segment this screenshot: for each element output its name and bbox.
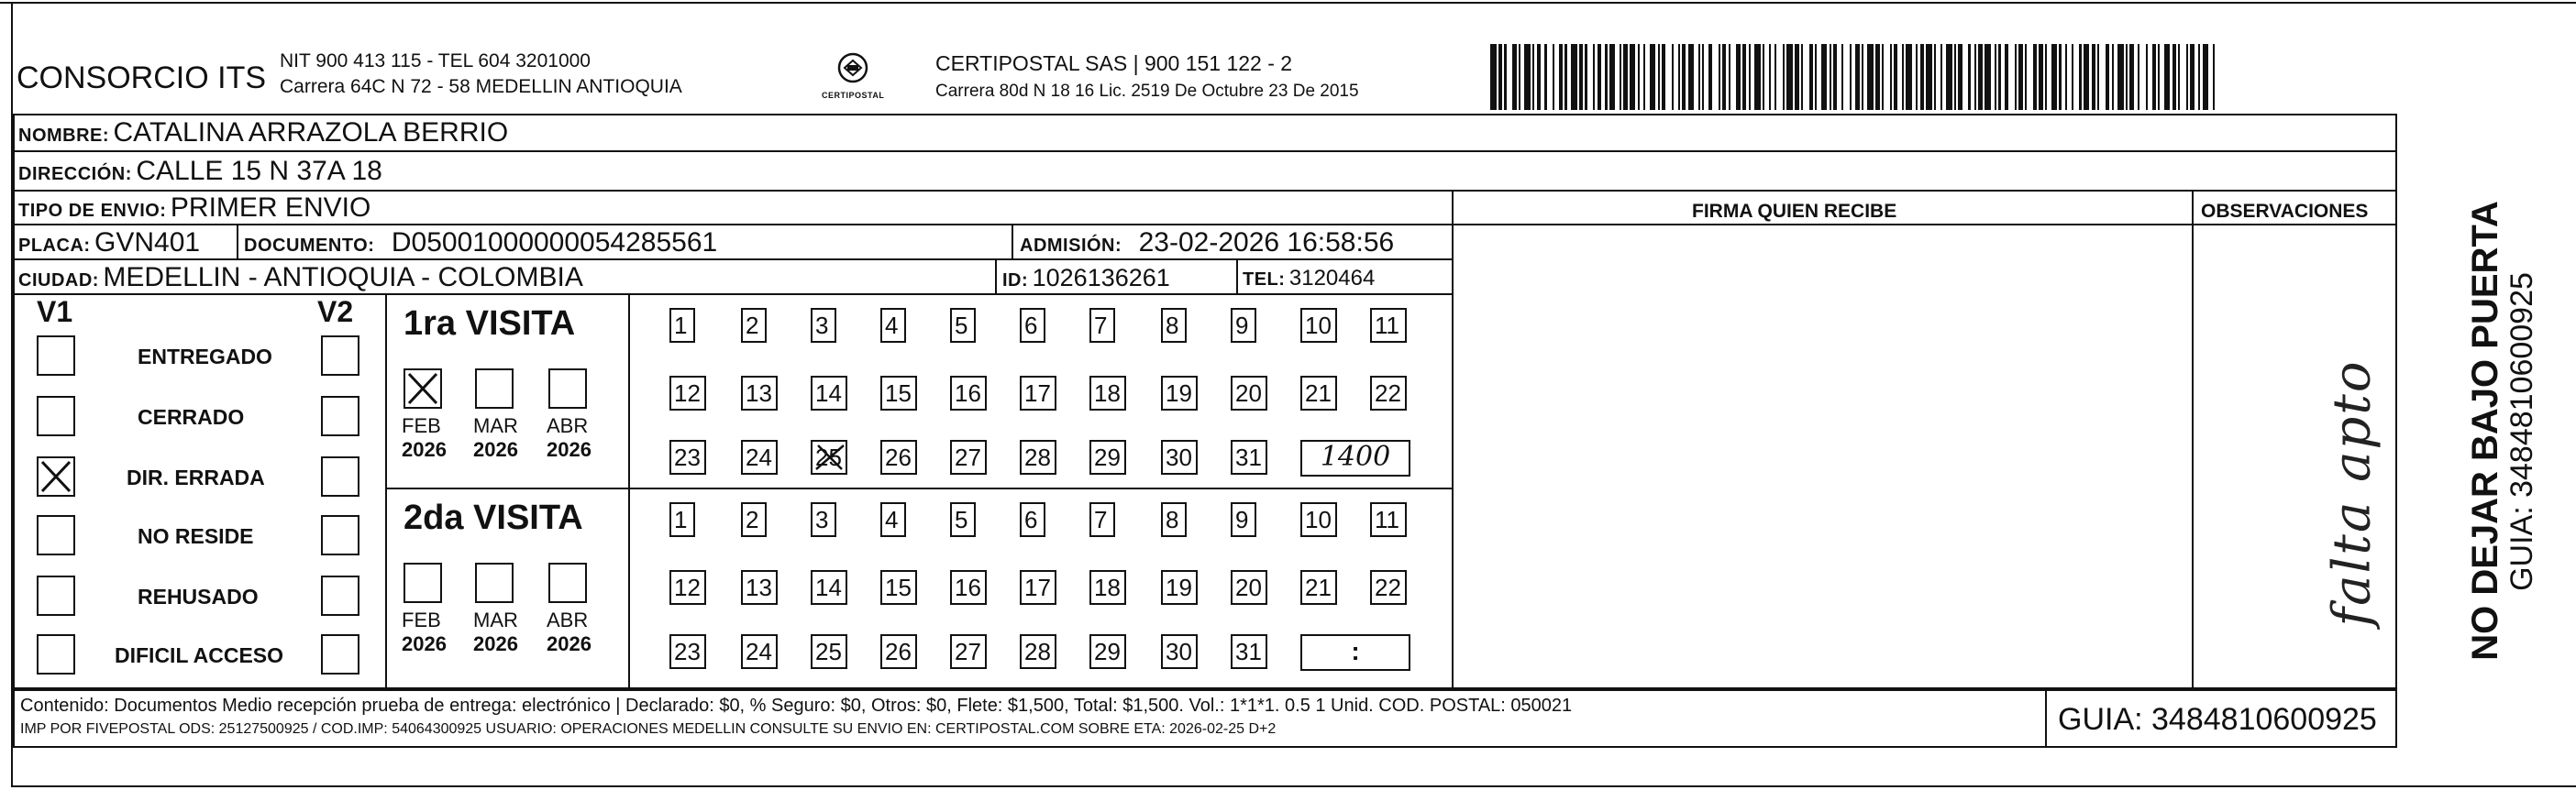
barcode-bar xyxy=(2015,44,2017,110)
barcode-bar xyxy=(1702,44,1704,110)
barcode-bar xyxy=(1490,44,1497,110)
barcode-bar xyxy=(2059,44,2061,110)
barcode-bar xyxy=(1754,44,1761,110)
admision-label: ADMISIÓN: xyxy=(1020,236,1122,256)
barcode-bar xyxy=(2065,44,2067,110)
barcode-bar xyxy=(1882,44,1884,110)
barcode-bar xyxy=(2018,44,2022,110)
carrier-address: Carrera 80d N 18 16 Lic. 2519 De Octubre 23 De 2015 xyxy=(935,82,1359,101)
day-cell-17[interactable]: 17 xyxy=(1020,376,1056,411)
barcode-bar xyxy=(1769,44,1771,110)
barcode-bar xyxy=(1974,44,1976,110)
visit-title: 1ra VISITA xyxy=(404,304,576,343)
day-cell-8[interactable]: 8 xyxy=(1161,502,1187,537)
footer-guia: GUIA: 3484810600925 xyxy=(2058,702,2377,737)
footer-imp: IMP POR FIVEPOSTAL ODS: 25127500925 / COD.IMP: 54064300925 USUARIO: OPERACIONES MEDELLIN CONSULTE SU ENVIO EN: CERTIPOSTAL.COM SOBRE ETA: 2026-02-25 D+2 xyxy=(20,721,1277,737)
placa-divider xyxy=(237,224,238,260)
admision-row xyxy=(1020,229,1394,257)
barcode-bar xyxy=(1598,44,1601,110)
barcode-bar xyxy=(2203,44,2209,110)
month-year: 2026 xyxy=(547,438,591,461)
barcode-bar xyxy=(1638,44,1640,110)
reason-label: DIFICIL ACCESO xyxy=(115,643,284,667)
day-cell-14[interactable]: 14 xyxy=(811,376,847,411)
day-cell-23[interactable]: 23 xyxy=(669,440,706,475)
day-cell-2[interactable]: 2 xyxy=(741,502,767,537)
barcode-bar xyxy=(1916,44,1918,110)
day-cell-9[interactable]: 9 xyxy=(1231,308,1256,343)
barcode-bar xyxy=(1850,44,1852,110)
barcode-bar xyxy=(1902,44,1904,110)
day-cell-27[interactable]: 27 xyxy=(950,440,987,475)
ciudad-value: MEDELLIN - ANTIOQUIA - COLOMBIA xyxy=(103,262,583,292)
barcode-bar xyxy=(1504,44,1506,110)
v1-checkbox-4[interactable] xyxy=(37,576,75,616)
month-year: 2026 xyxy=(473,632,518,655)
month-checkbox-abr[interactable] xyxy=(548,368,587,409)
barcode-bar xyxy=(1650,44,1656,110)
barcode-bar xyxy=(1920,44,1924,110)
barcode-bar xyxy=(1954,44,1956,110)
barcode-bar xyxy=(1729,44,1730,110)
visit-title: 2da VISITA xyxy=(404,499,583,537)
barcode-bar xyxy=(1833,44,1837,110)
barcode-bar xyxy=(1783,44,1785,110)
day-cell-10[interactable]: 10 xyxy=(1300,502,1337,537)
barcode-bar xyxy=(1940,44,1942,110)
admision-value: 23-02-2026 16:58:56 xyxy=(1138,227,1395,258)
barcode-bar xyxy=(1519,44,1520,110)
v1-checkbox-0[interactable] xyxy=(37,335,75,376)
day-cell-20[interactable]: 20 xyxy=(1231,376,1267,411)
month-label: MAR xyxy=(473,609,518,631)
barcode-bar xyxy=(1609,44,1616,110)
v2-checkbox-5[interactable] xyxy=(321,634,359,675)
bottom-edge-line xyxy=(11,785,2576,787)
barcode-bar xyxy=(2164,44,2171,110)
tel-label: TEL: xyxy=(1243,269,1286,290)
barcode-bar xyxy=(1698,44,1700,110)
barcode-bar xyxy=(1708,44,1712,110)
barcode-bar xyxy=(2138,44,2139,110)
handwritten-note xyxy=(2320,339,2430,651)
barcode-bar xyxy=(1620,44,1621,110)
barcode-bar xyxy=(1498,44,1502,110)
barcode-bar xyxy=(1763,44,1764,110)
month-label: FEB xyxy=(402,414,441,437)
row-line xyxy=(13,190,2397,192)
day-cell-24[interactable]: 24 xyxy=(741,634,778,669)
barcode-bar xyxy=(2039,44,2042,110)
tipo-row xyxy=(18,194,370,222)
barcode-bar xyxy=(2158,44,2160,110)
row-line xyxy=(13,150,2397,152)
barcode-bar xyxy=(1890,44,1892,110)
row-line xyxy=(13,224,2397,225)
day-cell-15[interactable]: 15 xyxy=(880,376,917,411)
barcode-bar xyxy=(1605,44,1607,110)
direccion-value: CALLE 15 N 37A 18 xyxy=(136,156,382,186)
nombre-value: CATALINA ARRAZOLA BERRIO xyxy=(113,117,509,148)
barcode-bar xyxy=(2152,44,2156,110)
day-cell-28[interactable]: 28 xyxy=(1020,440,1056,475)
tel-divider xyxy=(1236,258,1238,295)
barcode-bar xyxy=(1995,44,1996,110)
barcode-bar xyxy=(2005,44,2008,110)
month-checkbox-mar[interactable] xyxy=(475,368,514,409)
v1-header: V1 xyxy=(37,295,73,328)
day-cell-7[interactable]: 7 xyxy=(1089,308,1115,343)
observaciones-header: OBSERVACIONES xyxy=(2201,201,2369,222)
barcode-bar xyxy=(1662,44,1665,110)
barcode-bar xyxy=(2190,44,2194,110)
documento-value: D05001000000054285561 xyxy=(391,227,718,258)
v2-checkbox-3[interactable] xyxy=(321,515,359,555)
day-cell-26[interactable]: 26 xyxy=(880,634,917,669)
barcode-bar xyxy=(1532,44,1534,110)
placa-label: PLACA: xyxy=(18,236,91,256)
day-cell-11[interactable]: 11 xyxy=(1370,308,1407,343)
placa-value: GVN401 xyxy=(94,227,201,258)
v2-checkbox-0[interactable] xyxy=(321,335,359,376)
day-cell-11[interactable]: 11 xyxy=(1370,502,1407,537)
barcode-bar xyxy=(1774,44,1776,110)
day-cell-13[interactable]: 13 xyxy=(741,376,778,411)
barcode-bar xyxy=(2033,44,2037,110)
barcode-bar xyxy=(1875,44,1879,110)
barcode-bar xyxy=(1821,44,1828,110)
v2-checkbox-1[interactable] xyxy=(321,396,359,436)
v1-checkbox-5[interactable] xyxy=(37,634,75,675)
barcode-bar xyxy=(1894,44,1897,110)
barcode-bar xyxy=(2129,44,2133,110)
top-edge-line xyxy=(0,2,2576,4)
v1-checkbox-2[interactable] xyxy=(37,456,75,497)
barcode-bar xyxy=(2186,44,2188,110)
day-cell-31[interactable]: 31 xyxy=(1231,634,1267,669)
ciudad-row xyxy=(18,264,583,291)
months-divider xyxy=(628,293,630,689)
day-cell-1[interactable]: 1 xyxy=(669,308,695,343)
barcode-bar xyxy=(2097,44,2099,110)
barcode-bar xyxy=(1830,44,1831,110)
barcode-bar xyxy=(1815,44,1817,110)
barcode-bar xyxy=(1867,44,1874,110)
day-cell-20[interactable]: 20 xyxy=(1231,570,1267,605)
visit-time-field[interactable]: : xyxy=(1300,634,1410,671)
month-label: MAR xyxy=(473,414,518,437)
day-cell-25[interactable]: 25 xyxy=(811,440,847,475)
barcode-bar xyxy=(1795,44,1798,110)
day-cell-3[interactable]: 3 xyxy=(811,502,836,537)
barcode xyxy=(1490,40,2224,114)
day-cell-22[interactable]: 22 xyxy=(1370,376,1407,411)
barcode-bar xyxy=(1682,44,1686,110)
reason-label: CERRADO xyxy=(138,405,245,429)
month-label: ABR xyxy=(547,609,589,631)
documento-label: DOCUMENTO: xyxy=(244,236,375,256)
month-year: 2026 xyxy=(402,632,447,655)
nombre-label: NOMBRE: xyxy=(18,126,110,146)
direccion-label: DIRECCIÓN: xyxy=(18,164,132,184)
day-cell-25[interactable]: 25 xyxy=(811,634,847,669)
month-label: FEB xyxy=(402,609,441,631)
barcode-bar xyxy=(1968,44,1970,110)
visit-time-field[interactable]: 1400 xyxy=(1300,440,1410,477)
day-cell-12[interactable]: 12 xyxy=(669,570,706,605)
barcode-bar xyxy=(1926,44,1932,110)
id-row xyxy=(1002,266,1170,291)
barcode-bar xyxy=(1985,44,1991,110)
month-year: 2026 xyxy=(547,632,591,655)
barcode-bar xyxy=(1978,44,1982,110)
barcode-bar xyxy=(2025,44,2027,110)
reason-label: ENTREGADO xyxy=(138,345,272,368)
barcode-bar xyxy=(1742,44,1746,110)
logo-text: CERTIPOSTAL xyxy=(822,91,885,100)
footer-guia-divider xyxy=(2045,689,2047,748)
day-cell-12[interactable]: 12 xyxy=(669,376,706,411)
day-cell-22[interactable]: 22 xyxy=(1370,570,1407,605)
barcode-bar xyxy=(2112,44,2114,110)
barcode-bar xyxy=(1553,44,1554,110)
day-cell-30[interactable]: 30 xyxy=(1161,440,1198,475)
barcode-bar xyxy=(2146,44,2148,110)
day-cell-19[interactable]: 19 xyxy=(1161,570,1198,605)
month-year: 2026 xyxy=(402,438,447,461)
day-cell-26[interactable]: 26 xyxy=(880,440,917,475)
day-cell-24[interactable]: 24 xyxy=(741,440,778,475)
v1-checkbox-3[interactable] xyxy=(37,515,75,555)
footer-contenido: Contenido: Documentos Medio recepción prueba de entrega: electrónico | Declarado: $0, % Seguro: $0, Otros: $0, Flete: $1,500, Total: $1,500. Vol.: 1*1*1. 0.5 1 Unid. COD. POSTAL: 050021 xyxy=(20,696,1573,716)
barcode-bar xyxy=(2106,44,2109,110)
day-cell-16[interactable]: 16 xyxy=(950,376,987,411)
day-cell-9[interactable]: 9 xyxy=(1231,502,1256,537)
barcode-bar xyxy=(2079,44,2081,110)
day-cell-4[interactable]: 4 xyxy=(880,502,906,537)
month-year: 2026 xyxy=(473,438,518,461)
no-dejar-text: NO DEJAR BAJO PUERTA xyxy=(2465,201,2505,661)
firma-header: FIRMA QUIEN RECIBE xyxy=(1692,201,1897,222)
barcode-bar xyxy=(1841,44,1843,110)
barcode-bar xyxy=(2084,44,2090,110)
side-guia-text: GUIA: 3484810600925 xyxy=(2504,272,2539,591)
obs-divider xyxy=(2192,190,2194,690)
day-cell-13[interactable]: 13 xyxy=(741,570,778,605)
barcode-bar xyxy=(1786,44,1793,110)
barcode-bar xyxy=(1559,44,1563,110)
barcode-bar xyxy=(1672,44,1674,110)
barcode-bar xyxy=(2198,44,2200,110)
month-checkbox-feb[interactable] xyxy=(404,368,442,409)
barcode-bar xyxy=(1658,44,1660,110)
barcode-bar xyxy=(1855,44,1859,110)
tipo-label: TIPO DE ENVIO: xyxy=(18,201,167,221)
barcode-bar xyxy=(2117,44,2124,110)
day-cell-5[interactable]: 5 xyxy=(950,308,976,343)
day-cell-7[interactable]: 7 xyxy=(1089,502,1115,537)
day-cell-29[interactable]: 29 xyxy=(1089,440,1126,475)
day-cell-21[interactable]: 21 xyxy=(1300,376,1337,411)
v1-checkbox-1[interactable] xyxy=(37,396,75,436)
day-cell-30[interactable]: 30 xyxy=(1161,634,1198,669)
barcode-bar xyxy=(1862,44,1863,110)
barcode-bar xyxy=(1544,44,1546,110)
carrier-name: CERTIPOSTAL SAS | 900 151 122 - 2 xyxy=(935,51,1293,75)
reasons-divider xyxy=(385,293,387,689)
barcode-bar xyxy=(1736,44,1740,110)
day-cell-16[interactable]: 16 xyxy=(950,570,987,605)
barcode-bar xyxy=(1719,44,1720,110)
month-label: ABR xyxy=(547,414,589,437)
month-checkbox-abr[interactable] xyxy=(548,563,587,603)
id-label: ID: xyxy=(1002,270,1029,291)
barcode-bar xyxy=(1564,44,1566,110)
reason-label: NO RESIDE xyxy=(138,524,254,548)
barcode-bar xyxy=(1722,44,1726,110)
barcode-bar xyxy=(1678,44,1680,110)
barcode-bar xyxy=(2092,44,2095,110)
barcode-bar xyxy=(1524,44,1531,110)
day-cell-28[interactable]: 28 xyxy=(1020,634,1056,669)
placa-row xyxy=(18,229,200,257)
barcode-bar xyxy=(2045,44,2047,110)
day-cell-19[interactable]: 19 xyxy=(1161,376,1198,411)
day-cell-18[interactable]: 18 xyxy=(1089,376,1126,411)
barcode-bar xyxy=(1623,44,1627,110)
firma-divider xyxy=(1452,190,1454,690)
day-cell-8[interactable]: 8 xyxy=(1161,308,1187,343)
id-value: 1026136261 xyxy=(1032,264,1170,291)
barcode-bar xyxy=(1934,44,1936,110)
barcode-bar xyxy=(1688,44,1695,110)
day-cell-14[interactable]: 14 xyxy=(811,570,847,605)
documento-row xyxy=(244,229,717,257)
company-name: CONSORCIO ITS xyxy=(17,60,267,95)
day-cell-31[interactable]: 31 xyxy=(1231,440,1267,475)
day-cell-10[interactable]: 10 xyxy=(1300,308,1337,343)
handwritten-note-text: falta apto xyxy=(2322,359,2383,627)
barcode-bar xyxy=(2126,44,2128,110)
day-cell-29[interactable]: 29 xyxy=(1089,634,1126,669)
day-cell-17[interactable]: 17 xyxy=(1020,570,1056,605)
day-cell-3[interactable]: 3 xyxy=(811,308,836,343)
v2-checkbox-2[interactable] xyxy=(321,456,359,497)
id-divider xyxy=(995,258,997,295)
barcode-bar xyxy=(2172,44,2176,110)
visit-divider xyxy=(385,488,1453,489)
barcode-bar xyxy=(1512,44,1516,110)
barcode-bar xyxy=(1593,44,1595,110)
barcode-bar xyxy=(1749,44,1751,110)
day-cell-5[interactable]: 5 xyxy=(950,502,976,537)
day-cell-6[interactable]: 6 xyxy=(1020,308,1045,343)
barcode-bar xyxy=(1579,44,1583,110)
reason-label: REHUSADO xyxy=(138,585,259,609)
tipo-value: PRIMER ENVIO xyxy=(170,192,371,223)
nombre-row xyxy=(18,119,508,147)
day-cell-27[interactable]: 27 xyxy=(950,634,987,669)
month-checkbox-feb[interactable] xyxy=(404,563,442,603)
barcode-bar xyxy=(1946,44,1952,110)
day-cell-21[interactable]: 21 xyxy=(1300,570,1337,605)
company-nit-tel: NIT 900 413 115 - TEL 604 3201000 xyxy=(280,50,591,71)
barcode-bar xyxy=(2178,44,2180,110)
v2-checkbox-4[interactable] xyxy=(321,576,359,616)
barcode-bar xyxy=(1643,44,1645,110)
barcode-bar xyxy=(2051,44,2058,110)
tel-row xyxy=(1243,268,1375,290)
barcode-bar xyxy=(1809,44,1813,110)
day-cell-6[interactable]: 6 xyxy=(1020,502,1045,537)
day-cell-23[interactable]: 23 xyxy=(669,634,706,669)
day-cell-15[interactable]: 15 xyxy=(880,570,917,605)
barcode-bar xyxy=(1801,44,1803,110)
barcode-bar xyxy=(2072,44,2073,110)
barcode-bar xyxy=(1906,44,1912,110)
reason-label: DIR. ERRADA xyxy=(127,466,265,489)
ciudad-label: CIUDAD: xyxy=(18,270,99,291)
v2-header: V2 xyxy=(317,295,354,328)
barcode-bar xyxy=(1571,44,1577,110)
barcode-bar xyxy=(1537,44,1541,110)
company-address: Carrera 64C N 72 - 58 MEDELLIN ANTIOQUIA xyxy=(280,76,682,97)
barcode-bar xyxy=(1998,44,2000,110)
day-cell-2[interactable]: 2 xyxy=(741,308,767,343)
barcode-bar xyxy=(2213,44,2215,110)
barcode-bar xyxy=(1585,44,1587,110)
barcode-bar xyxy=(1630,44,1636,110)
day-cell-1[interactable]: 1 xyxy=(669,502,695,537)
month-checkbox-mar[interactable] xyxy=(475,563,514,603)
direccion-row xyxy=(18,158,382,185)
day-cell-18[interactable]: 18 xyxy=(1089,570,1126,605)
barcode-bar xyxy=(1958,44,1962,110)
tel-value: 3120464 xyxy=(1288,266,1376,291)
day-cell-4[interactable]: 4 xyxy=(880,308,906,343)
admision-divider xyxy=(1012,224,1013,260)
